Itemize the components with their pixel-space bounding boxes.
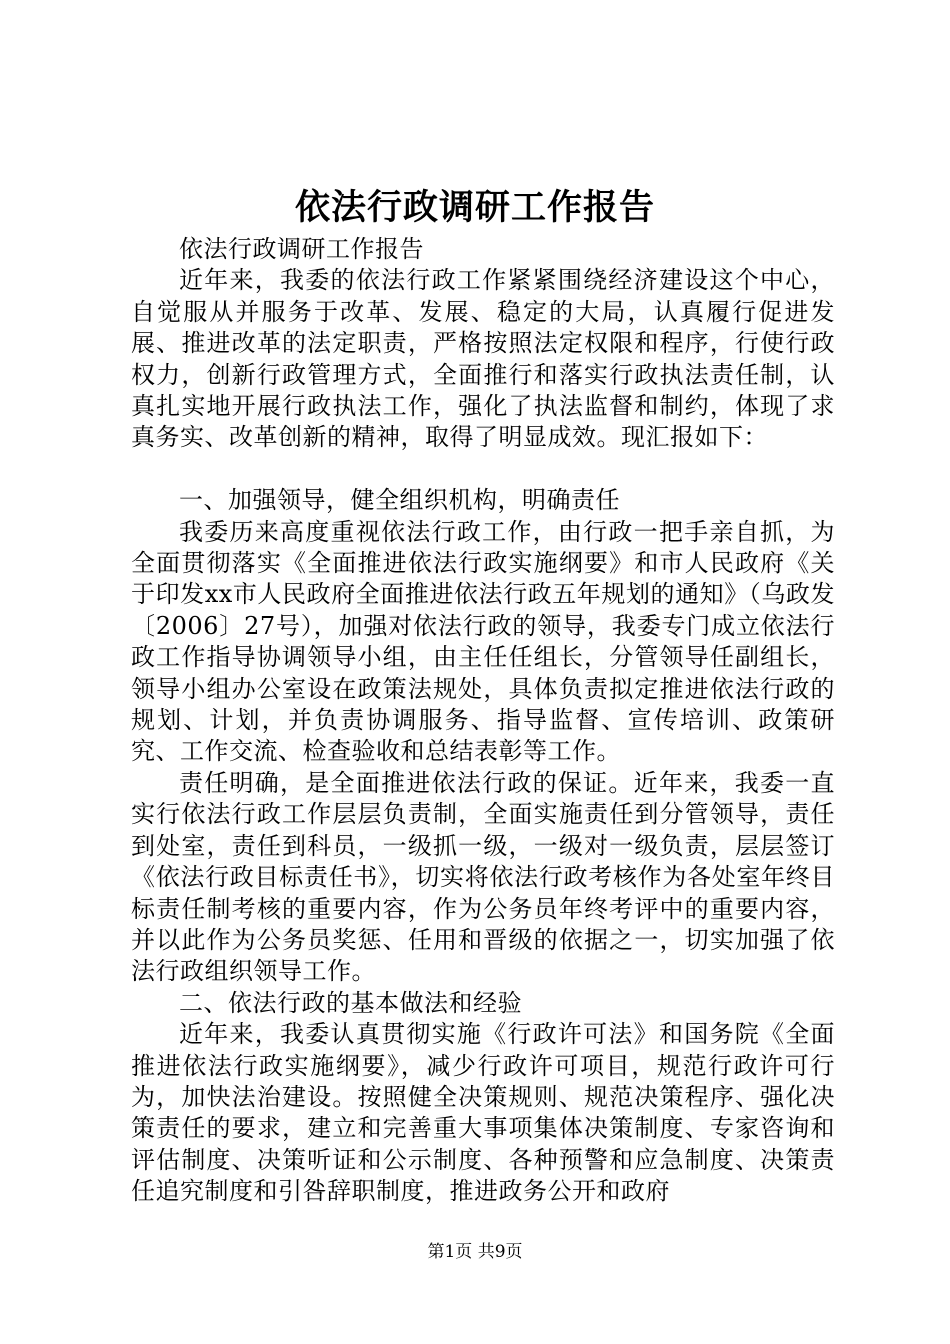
document-title: 依法行政调研工作报告 (294, 187, 655, 228)
document-body (131, 234, 835, 1208)
section-heading-2: 二、依法行政的基本做法和经验 (179, 988, 522, 1017)
intro-paragraph: 近年来，我委的依法行政工作紧紧围绕经济建设这个中心，自觉服从并服务于改革、发展、稳定的大局，认真履行促进发展、推进改革的法定职责，严格按照法定权限和程序，行使行政权力，创新行政管理方式，全面推行和落实行政执法责任制，认真扎实地开展行政执法工作，强化了执法监督和制约，体现了求真务实、改革创新的精神，取得了明显成效。现汇报如下： (131, 266, 835, 452)
section-heading-1: 一、加强领导，健全组织机构，明确责任 (179, 486, 620, 515)
body-paragraph-1: 我委历来高度重视依法行政工作，由行政一把手亲自抓，为全面贯彻落实《全面推进依法行政实施纲要》和市人民政府《关于印发xx市人民政府全面推进依法行政五年规划的通知》（乌政发〔2006〕27号），加强对依法行政的领导，我委专门成立依法行政工作指导协调领导小组，由主任任组长，分管领导任副组长，领导小组办公室设在政策法规处，具体负责拟定推进依法行政的规划、计划，并负责协调服务、指导监督、宣传培训、政策研究、工作交流、检查验收和总结表彰等工作。 (131, 517, 835, 766)
subtitle-paragraph: 依法行政调研工作报告 (179, 235, 424, 263)
page-number-footer: 第1页 共9页 (427, 1242, 523, 1262)
body-paragraph-2: 责任明确，是全面推进依法行政的保证。近年来，我委一直实行依法行政工作层层负责制，全面实施责任到分管领导，责任到处室，责任到科员，一级抓一级，一级对一级负责，层层签订《依法行政目标责任书》，切实将依法行政考核作为各处室年终目标责任制考核的重要内容，作为公务员年终考评中的重要内容，并以此作为公务员奖惩、任用和晋级的依据之一，切实加强了依法行政组织领导工作。 (131, 768, 835, 986)
body-paragraph-3: 近年来，我委认真贯彻实施《行政许可法》和国务院《全面推进依法行政实施纲要》，减少行政许可项目，规范行政许可行为，加快法治建设。按照健全决策规则、规范决策程序、强化决策责任的要求，建立和完善重大事项集体决策制度、专家咨询和评估制度、决策听证和公示制度、各种预警和应急制度、决策责任追究制度和引咎辞职制度，推进政务公开和政府 (131, 1020, 835, 1206)
